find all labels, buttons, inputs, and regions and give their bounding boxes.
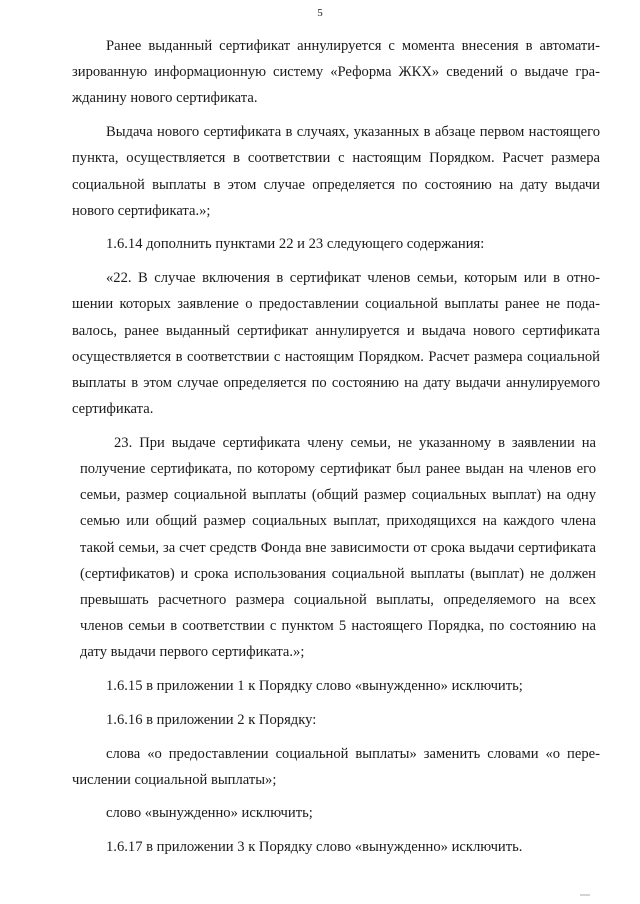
paragraph-point-23: 23. При выдаче сертификата члену семьи, не указанному в заявлении на получение сертификата, по которому сертификат был ранее выдан на членов его семьи, размер социальной выплаты (общий размер социальных выплат) на одну семью или общий размер социальных выплат, приходящихся на каждого члена такой семьи, за счет средств Фонда вне зависимости от срока выдачи сертификата (сертификатов) и срока использования социальной выплаты (выплат) не должен превышать расчетного размера социальной выплаты, определяемого на всех членов семьи в соответствии с пунктом 5 настоящего Порядка, по состоянию на дату выдачи первого сертификата.»; bbox=[80, 434, 596, 661]
paragraph-point-22: «22. В случае включения в сертификат членов семьи, которым или в отношении которых заявление о предоставлении социальной выплаты ранее не подавалось, ранее выданный сертификат аннулируется и выдача нового сертификата осуществляется в соответствии с настоящим Порядком. Расчет размера социальной выплаты в этом случае определяется по состоянию на дату выдачи аннулируемого сертификата. bbox=[72, 270, 600, 418]
scan-artifact bbox=[580, 894, 590, 896]
paragraph-remove-word: слово «вынужденно» исключить; bbox=[106, 805, 313, 822]
paragraph-new-certificate-issue: Выдача нового сертификата в случаях, указанных в абзаце первом настоящего пункта, осуществляется в соответствии с настоящим Порядком. Расчет размера социальной выплаты в этом случае определяется по состоянию на дату выдачи нового сертификата.»; bbox=[72, 124, 600, 219]
page-number: 5 bbox=[317, 7, 323, 19]
paragraph-amendment-1-6-14: 1.6.14 дополнить пунктами 22 и 23 следующего содержания: bbox=[106, 236, 485, 253]
paragraph-replace-words: слова «о предоставлении социальной выплаты» заменить словами «о перечислении социальной выплаты»; bbox=[72, 745, 600, 788]
document-body bbox=[72, 33, 600, 868]
paragraph-amendment-1-6-15: 1.6.15 в приложении 1 к Порядку слово «вынужденно» исключить; bbox=[106, 678, 523, 695]
paragraph-amendment-1-6-16: 1.6.16 в приложении 2 к Порядку: bbox=[106, 711, 317, 728]
paragraph-certificate-annulment: Ранее выданный сертификат аннулируется с момента внесения в автоматизированную информационную систему «Реформа ЖКХ» сведений о выдаче гражданину нового сертификата. bbox=[72, 38, 600, 107]
paragraph-amendment-1-6-17: 1.6.17 в приложении 3 к Порядку слово «вынужденно» исключить. bbox=[106, 839, 523, 856]
